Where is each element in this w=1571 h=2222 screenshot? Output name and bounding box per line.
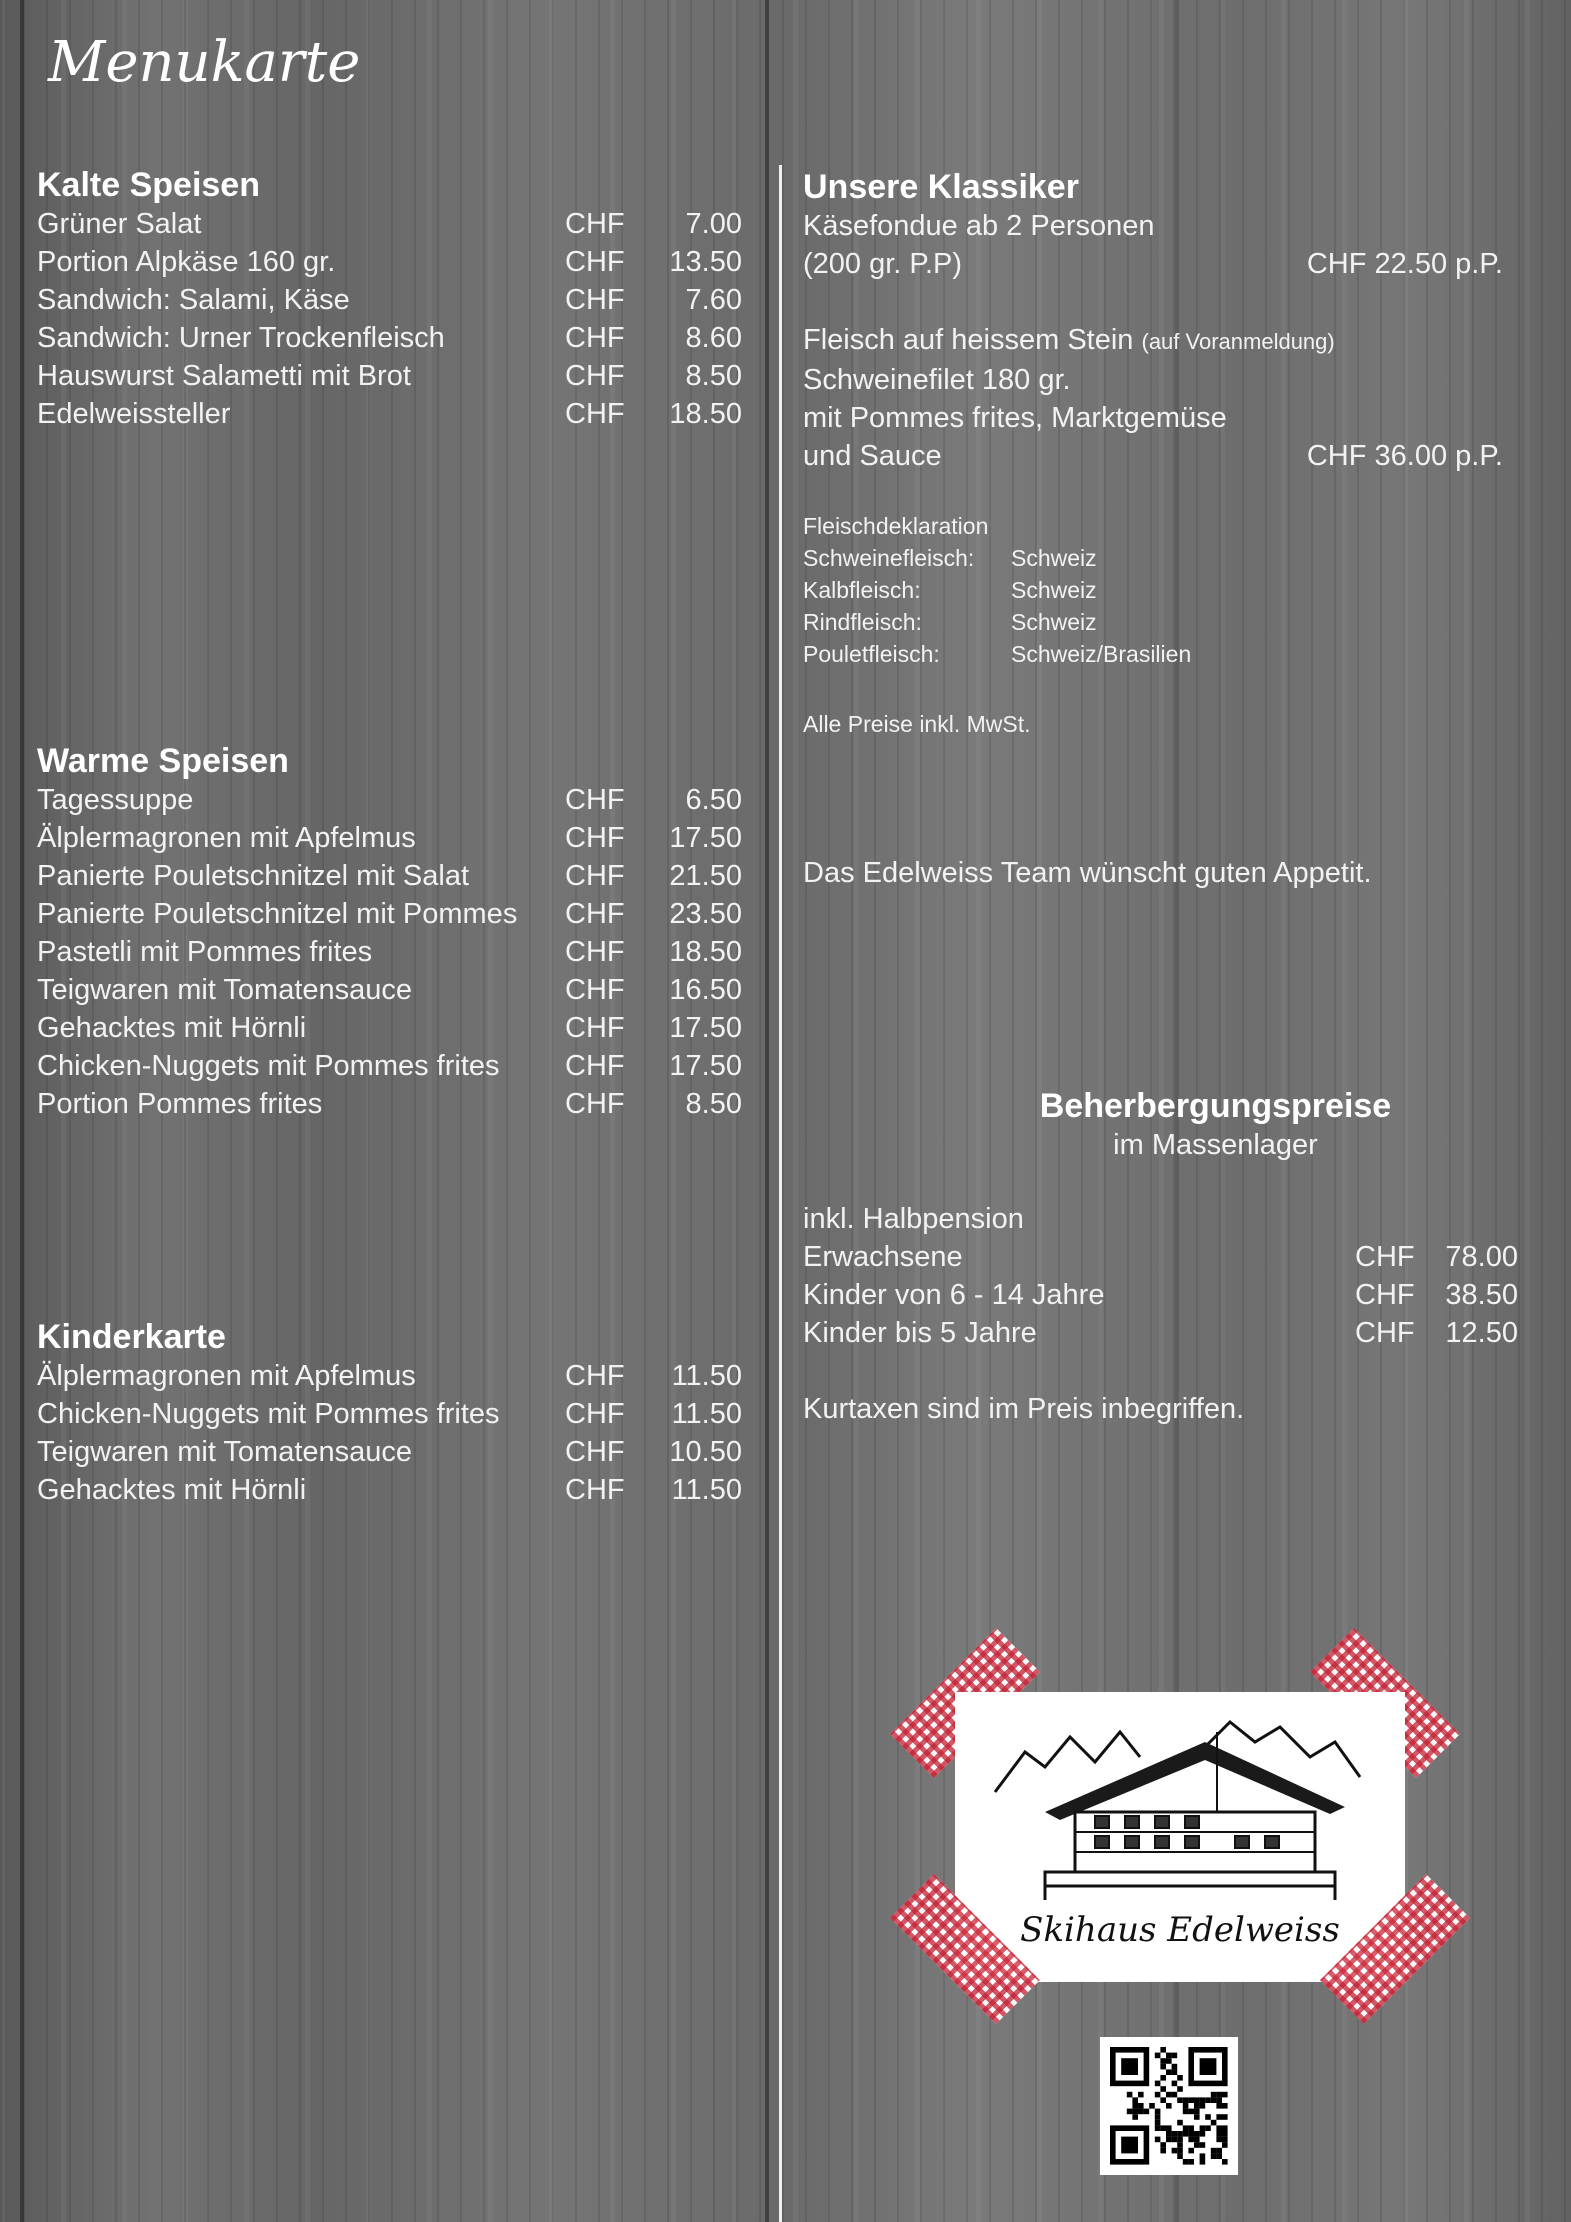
menu-item-currency: CHF <box>565 246 625 278</box>
menu-item-name: Älplermagronen mit Apfelmus <box>37 822 416 854</box>
menu-item <box>37 1433 742 1471</box>
board-gap <box>765 0 769 2222</box>
menu-item-name: Portion Alpkäse 160 gr. <box>37 246 336 278</box>
section-cold-dishes <box>37 165 742 433</box>
menu-item <box>37 781 742 819</box>
accommodation-label: Kinder bis 5 Jahre <box>803 1317 1037 1349</box>
menu-item <box>37 1009 742 1047</box>
accommodation-intro: inkl. Halbpension <box>803 1203 1024 1235</box>
accommodation-list <box>803 1238 1518 1352</box>
menu-item-price: 11.50 <box>671 1360 742 1392</box>
menu-item-price: 11.50 <box>671 1474 742 1506</box>
accommodation-label: Kinder von 6 - 14 Jahre <box>803 1279 1105 1311</box>
menu-list <box>37 781 742 1123</box>
column-divider <box>779 165 782 2222</box>
accommodation-currency: CHF <box>1355 1241 1415 1273</box>
menu-item-currency: CHF <box>565 1436 625 1468</box>
qr-code-graphic <box>1100 2037 1238 2175</box>
menu-item <box>37 933 742 971</box>
menu-item-name: Sandwich: Salami, Käse <box>37 284 350 316</box>
menu-item <box>37 205 742 243</box>
menu-item <box>37 281 742 319</box>
menu-item-currency: CHF <box>565 860 625 892</box>
menu-item-currency: CHF <box>565 284 625 316</box>
menu-item-currency: CHF <box>565 208 625 240</box>
menu-item <box>37 819 742 857</box>
menu-item-price: 10.50 <box>669 1436 742 1468</box>
menu-item-price: 18.50 <box>669 398 742 430</box>
menu-item-currency: CHF <box>565 1088 625 1120</box>
declaration-row <box>803 606 1523 638</box>
menu-item-currency: CHF <box>565 974 625 1006</box>
section-heading: Kinderkarte <box>37 1318 226 1356</box>
menu-item-name: Pastetli mit Pommes frites <box>37 936 373 968</box>
menu-item-currency: CHF <box>565 1474 625 1506</box>
menu-item-price: 8.60 <box>685 322 742 354</box>
chalet-illustration <box>955 1702 1405 1902</box>
accommodation-row <box>803 1314 1518 1352</box>
section-accommodation <box>803 1086 1518 1428</box>
stone-price-row <box>803 437 1503 475</box>
stone-line: mit Pommes frites, Marktgemüse <box>803 402 1227 434</box>
section-heading: Unsere Klassiker <box>803 168 1079 206</box>
stone-line: und Sauce <box>803 440 942 472</box>
menu-item <box>37 1085 742 1123</box>
menu-item <box>37 357 742 395</box>
meat-type: Rindfleisch: <box>803 609 922 635</box>
qr-code[interactable] <box>1100 2037 1238 2175</box>
logo-text: Skihaus Edelweiss <box>1020 1910 1340 1950</box>
vat-note: Alle Preise inkl. MwSt. <box>803 711 1031 737</box>
menu-item-name: Tagessuppe <box>37 784 194 816</box>
accommodation-price: 38.50 <box>1445 1279 1518 1311</box>
menu-item <box>37 319 742 357</box>
menu-item-name: Portion Pommes frites <box>37 1088 323 1120</box>
accommodation-price: 78.00 <box>1445 1241 1518 1273</box>
accommodation-subheading: im Massenlager <box>1113 1129 1318 1161</box>
menu-item-price: 21.50 <box>669 860 742 892</box>
menu-item-currency: CHF <box>565 936 625 968</box>
menu-item <box>37 971 742 1009</box>
menu-item-price: 18.50 <box>669 936 742 968</box>
declaration-row <box>803 542 1523 574</box>
fondue-price: CHF 22.50 p.P. <box>1306 248 1503 280</box>
accommodation-price: 12.50 <box>1445 1317 1518 1349</box>
menu-item-price: 11.50 <box>671 1398 742 1430</box>
greeting <box>803 854 1523 892</box>
menu-item-currency: CHF <box>565 1050 625 1082</box>
menu-item-currency: CHF <box>565 1398 625 1430</box>
stone-title-row <box>803 321 1503 361</box>
fondue-portion-row <box>803 245 1503 283</box>
menu-item <box>37 1357 742 1395</box>
menu-item-name: Gehacktes mit Hörnli <box>37 1474 307 1506</box>
menu-item-name: Teigwaren mit Tomatensauce <box>37 974 413 1006</box>
declaration-list <box>803 542 1523 670</box>
section-kids-menu <box>37 1317 742 1509</box>
menu-item-currency: CHF <box>565 1012 625 1044</box>
tax-note: Kurtaxen sind im Preis inbegriffen. <box>803 1393 1245 1425</box>
menu-item <box>37 395 742 433</box>
menu-item-name: Teigwaren mit Tomatensauce <box>37 1436 413 1468</box>
menu-item-price: 16.50 <box>669 974 742 1006</box>
logo-card <box>955 1692 1405 1982</box>
fondue-portion: (200 gr. P.P) <box>803 248 963 280</box>
meat-type: Kalbfleisch: <box>803 577 921 603</box>
greeting-text: Das Edelweiss Team wünscht guten Appetit. <box>803 857 1372 889</box>
accommodation-row <box>803 1276 1518 1314</box>
menu-item-currency: CHF <box>565 398 625 430</box>
stone-line: Schweinefilet 180 gr. <box>803 364 1071 396</box>
menu-item-name: Grüner Salat <box>37 208 202 240</box>
meat-type: Schweinefleisch: <box>803 545 975 571</box>
menu-item-currency: CHF <box>565 360 625 392</box>
menu-item-name: Panierte Pouletschnitzel mit Pommes <box>37 898 518 930</box>
meat-origin: Schweiz/Brasilien <box>1011 641 1192 667</box>
section-heading: Beherbergungspreise <box>1039 1087 1392 1125</box>
accommodation-row <box>803 1238 1518 1276</box>
menu-item-currency: CHF <box>565 822 625 854</box>
meat-origin: Schweiz <box>1011 577 1097 603</box>
menu-item <box>37 857 742 895</box>
accommodation-currency: CHF <box>1355 1317 1415 1349</box>
menu-item-price: 23.50 <box>669 898 742 930</box>
menu-item-currency: CHF <box>565 898 625 930</box>
page-title: Menukarte <box>48 30 361 95</box>
accommodation-label: Erwachsene <box>803 1241 963 1273</box>
menu-item-price: 17.50 <box>669 1012 742 1044</box>
menu-item-name: Chicken-Nuggets mit Pommes frites <box>37 1398 500 1430</box>
meat-origin: Schweiz <box>1011 609 1097 635</box>
menu-item-price: 6.50 <box>685 784 742 816</box>
meat-type: Pouletfleisch: <box>803 641 940 667</box>
stone-price: CHF 36.00 p.P. <box>1306 440 1503 472</box>
menu-item-name: Sandwich: Urner Trockenfleisch <box>37 322 445 354</box>
menu-item-price: 17.50 <box>669 1050 742 1082</box>
menu-item-name: Hauswurst Salametti mit Brot <box>37 360 411 392</box>
menu-item-price: 7.00 <box>685 208 742 240</box>
board-gap <box>20 0 24 2222</box>
menu-item-currency: CHF <box>565 1360 625 1392</box>
menu-item-name: Chicken-Nuggets mit Pommes frites <box>37 1050 500 1082</box>
declaration-row <box>803 638 1523 670</box>
fondue-line: Käsefondue ab 2 Personen <box>803 210 1155 242</box>
section-meat-declaration <box>803 510 1523 740</box>
stone-note: (auf Voranmeldung) <box>1141 329 1335 354</box>
declaration-row <box>803 574 1523 606</box>
menu-item-name: Edelweissteller <box>37 398 231 430</box>
menu-item <box>37 895 742 933</box>
menu-item-currency: CHF <box>565 322 625 354</box>
section-classics <box>803 167 1503 475</box>
menu-item-price: 13.50 <box>669 246 742 278</box>
menu-list <box>37 205 742 433</box>
menu-item <box>37 1047 742 1085</box>
menu-item-price: 7.60 <box>685 284 742 316</box>
section-warm-dishes <box>37 741 742 1123</box>
menu-item <box>37 243 742 281</box>
meat-origin: Schweiz <box>1011 545 1097 571</box>
menu-item <box>37 1471 742 1509</box>
menu-item-price: 8.50 <box>685 1088 742 1120</box>
menu-item-price: 8.50 <box>685 360 742 392</box>
menu-item-name: Panierte Pouletschnitzel mit Salat <box>37 860 469 892</box>
menu-item-name: Gehacktes mit Hörnli <box>37 1012 307 1044</box>
menu-item <box>37 1395 742 1433</box>
menu-list <box>37 1357 742 1509</box>
menu-item-currency: CHF <box>565 784 625 816</box>
stone-title: Fleisch auf heissem Stein <box>803 324 1134 356</box>
accommodation-header <box>803 1086 1518 1164</box>
menu-item-name: Älplermagronen mit Apfelmus <box>37 1360 416 1392</box>
menu-item-price: 17.50 <box>669 822 742 854</box>
accommodation-currency: CHF <box>1355 1279 1415 1311</box>
declaration-heading: Fleischdeklaration <box>803 513 989 539</box>
section-heading: Warme Speisen <box>37 742 289 780</box>
section-heading: Kalte Speisen <box>37 166 260 204</box>
